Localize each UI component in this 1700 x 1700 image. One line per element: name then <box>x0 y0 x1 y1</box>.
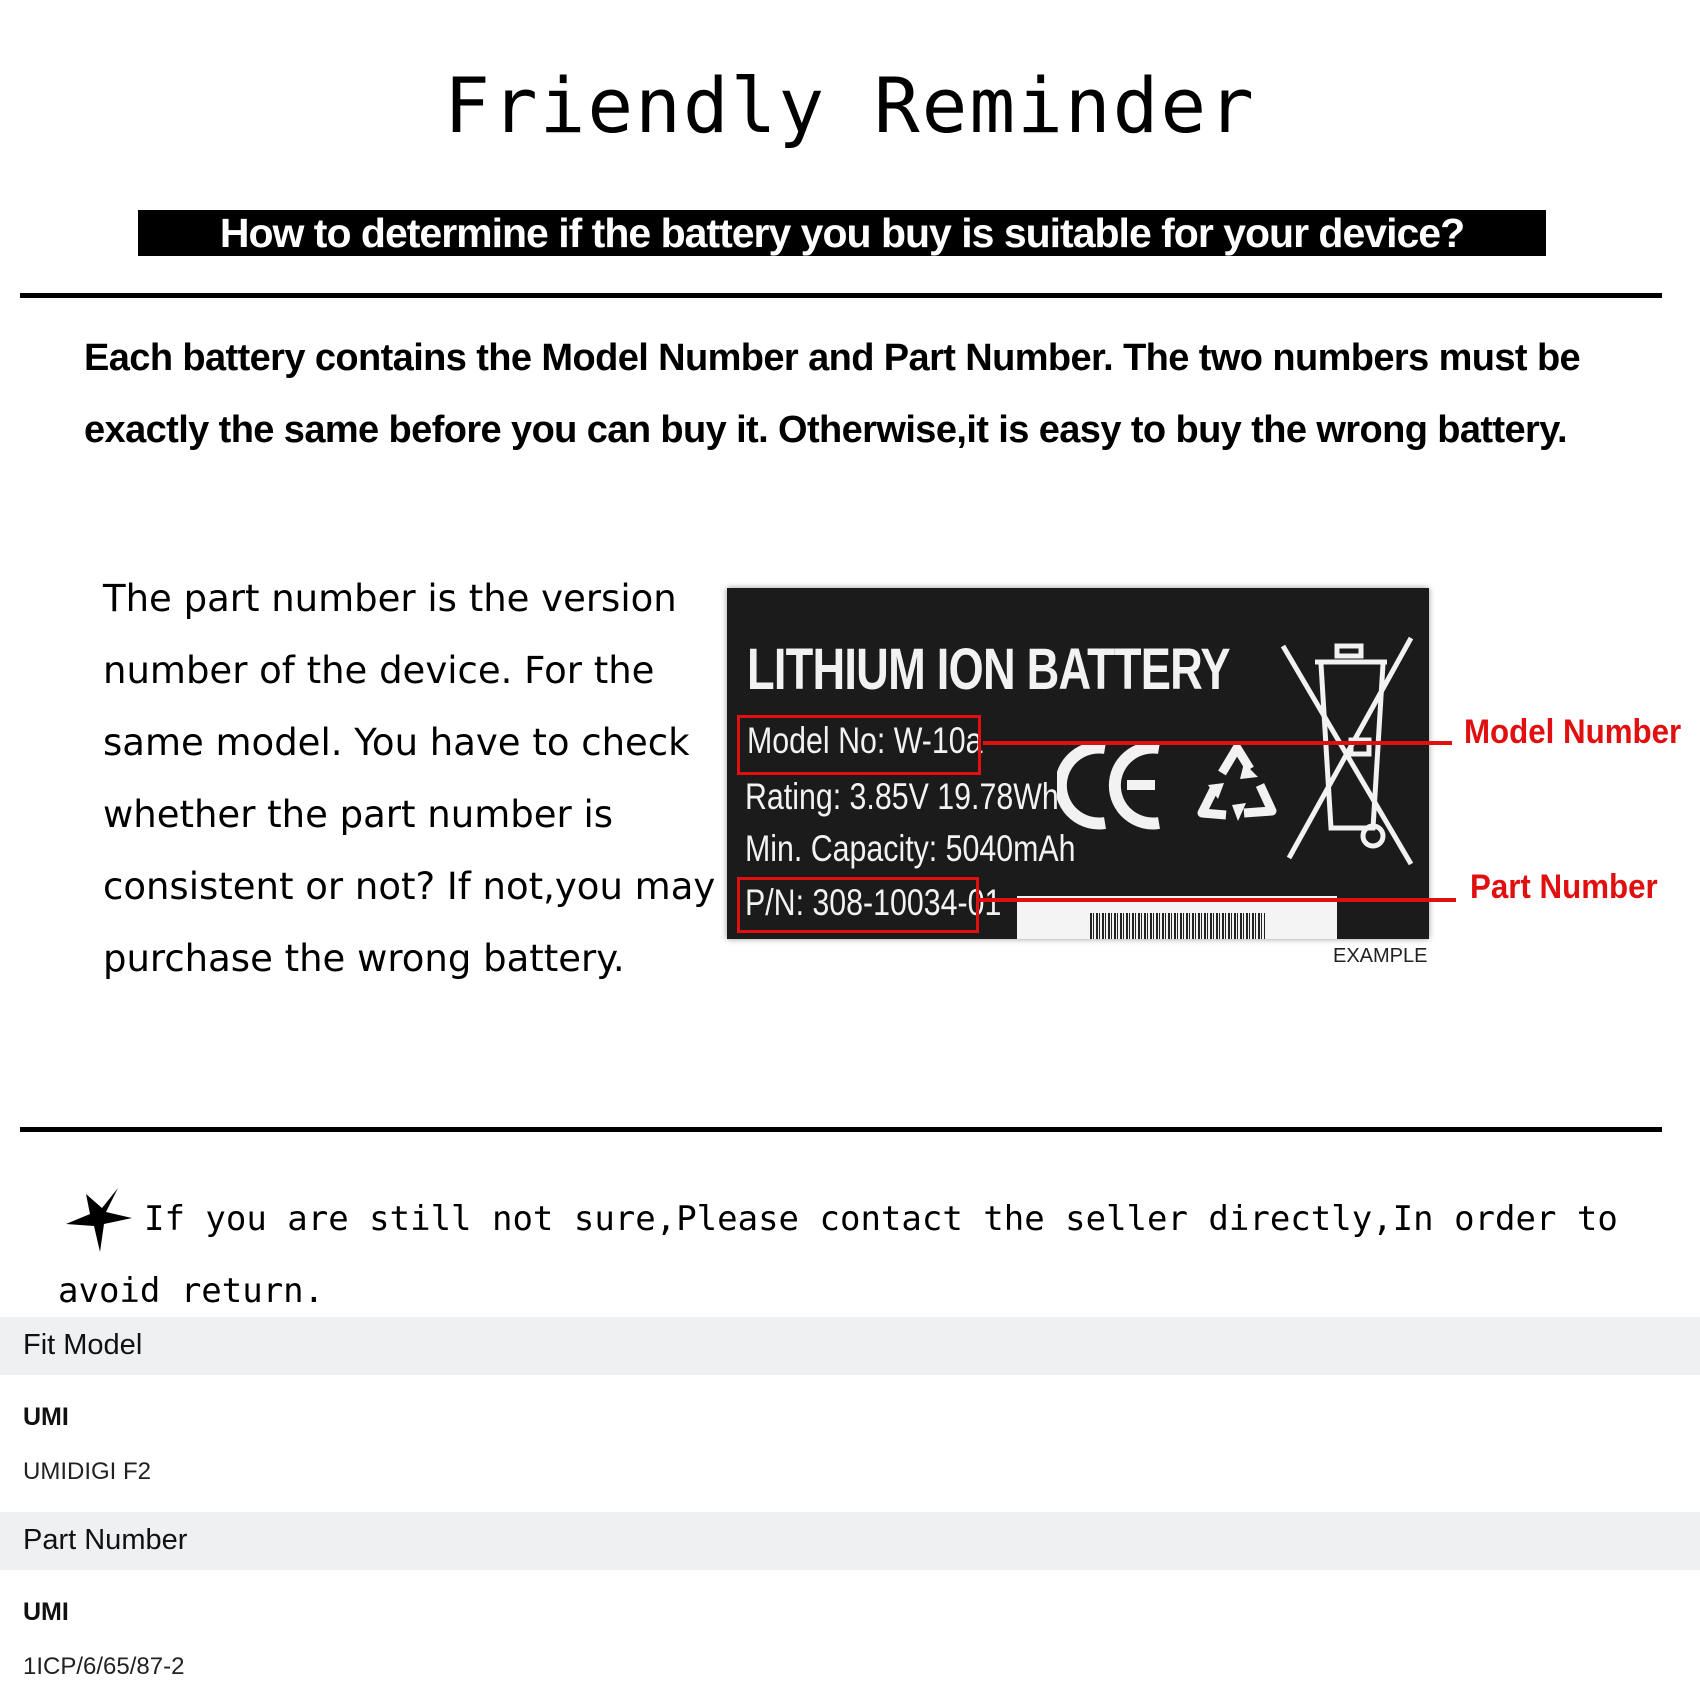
label-heading: LITHIUM ION BATTERY <box>747 637 1230 702</box>
label-capacity: Min. Capacity: 5040mAh <box>745 828 1076 869</box>
spec-brand: UMI <box>23 1403 69 1431</box>
contact-note <box>58 1183 1658 1327</box>
question-banner: How to determine if the battery you buy is suitable for your device? <box>138 210 1546 256</box>
spec-value: UMIDIGI F2 <box>23 1458 152 1485</box>
spec-header-label: Part Number <box>23 1524 188 1556</box>
explanation-text: The part number is the version number of the device. For the same model. You have to check whether the part number is consistent or not? If not,you may purchase the wrong battery. <box>103 577 716 980</box>
intro-text: Each battery contains the Model Number and Part Number. The two numbers must be exactly the same before you can buy it. Otherwise,it is easy to buy the wrong battery. <box>84 337 1581 451</box>
part-number-callout: Part Number <box>1470 868 1658 906</box>
spec-header-fit-model <box>0 1317 1700 1375</box>
example-caption: EXAMPLE <box>1333 945 1428 967</box>
label-rating: Rating: 3.85V 19.78Wh <box>745 776 1059 817</box>
spec-header-label: Fit Model <box>23 1329 143 1361</box>
label-part-number: P/N: 308-10034-01 <box>745 882 1002 923</box>
spec-header-part-number <box>0 1512 1700 1570</box>
model-number-callout: Model Number <box>1464 713 1682 751</box>
spec-value: 1ICP/6/65/87-2 <box>23 1653 185 1680</box>
spec-brand: UMI <box>23 1598 69 1626</box>
label-model-number: Model No: W-10a <box>747 720 983 761</box>
divider-bottom <box>20 1127 1662 1132</box>
page-title: Friendly Reminder <box>444 61 1256 150</box>
contact-note-text: If you are still not sure,Please contact the seller directly,In order to avoid return. <box>58 1199 1618 1311</box>
